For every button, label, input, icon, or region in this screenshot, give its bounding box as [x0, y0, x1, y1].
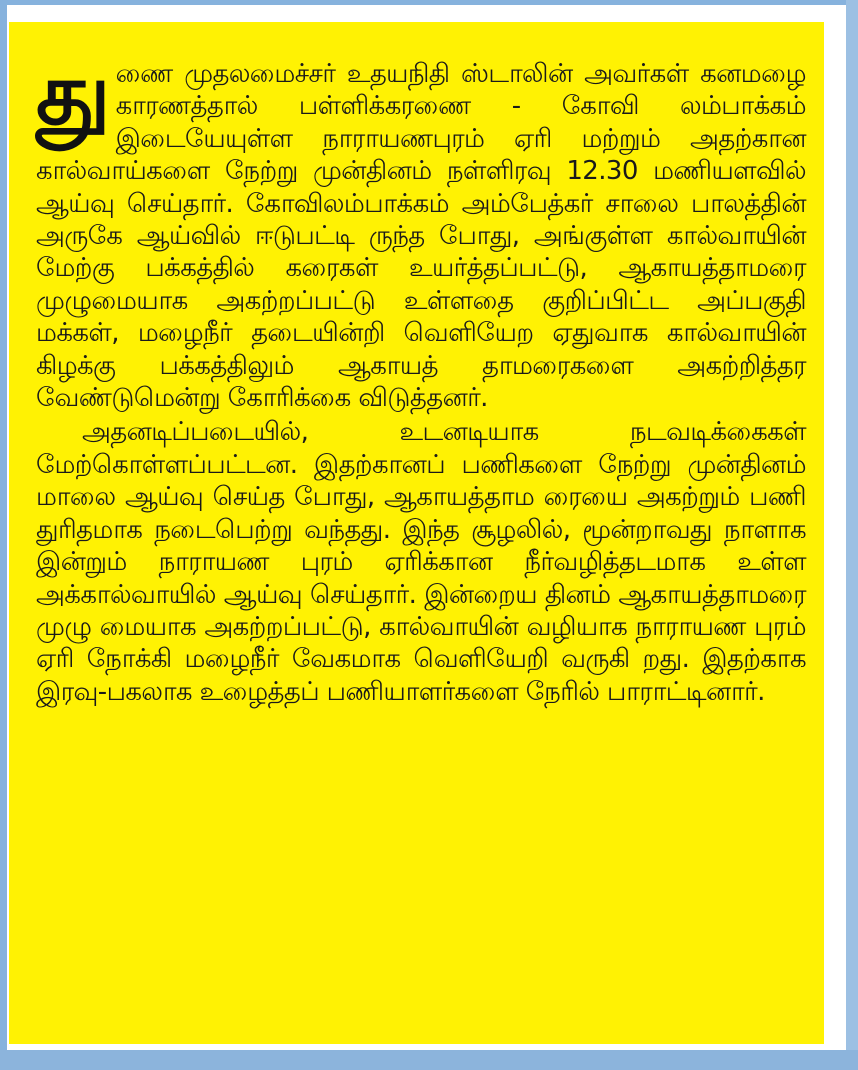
frame-top-border — [0, 0, 858, 5]
drop-cap: து — [36, 44, 108, 144]
paragraph-1-text: ணை முதலமைச்சர் உதயநிதி ஸ்டாலின் அவர்கள் கனமழை காரணத்தால் பள்ளிக்கரணை - கோவி லம்பாக்கம் இடையேயுள்ள நாராயணபுரம் ஏரி மற்றும் அதற்கான கால்வாய்களை நேற்று முன்தினம் நள்ளிரவு 12.30 மணியளவில் ஆய்வு செய்தார். கோவிலம்பாக்கம் அம்பேத்கர் சாலை பாலத்தின் அருகே ஆய்வில் ஈடுபட்டி ருந்த போது, அங்குள்ள கால்வாயின் மேற்கு பக்கத்தில் கரைகள் உயர்த்தப்பட்டு, ஆகாயத்தாமரை முழுமையாக அகற்றப்பட்டு உள்ளதை குறிப்பிட்ட அப்பகுதி மக்கள், மழைநீர் தடையின்றி வெளியேற ஏதுவாக கால்வாயின் கிழக்கு பக்கத்திலும் ஆகாயத் தாமரைகளை அகற்றித்தர வேண்டுமென்று கோரிக்கை விடுத்தனர். — [36, 59, 806, 414]
frame-right-margin — [824, 5, 846, 1050]
news-article — [36, 44, 806, 708]
frame-bottom-border — [0, 1050, 858, 1070]
frame-left-border — [0, 0, 7, 1070]
article-paragraph-1 — [36, 44, 806, 414]
frame-right-border — [846, 0, 858, 1070]
article-paragraph-2: அதனடிப்படையில், உடனடியாக நடவடிக்கைகள் மேற்கொள்ளப்பட்டன. இதற்கானப் பணிகளை நேற்று முன்தினம் மாலை ஆய்வு செய்த போது, ஆகாயத்தாம ரையை அகற்றும் பணி துரிதமாக நடைபெற்று வந்தது. இந்த சூழலில், மூன்றாவது நாளாக இன்றும் நாராயண புரம் ஏரிக்கான நீர்வழித்தடமாக உள்ள அக்கால்வாயில் ஆய்வு செய்தார். இன்றைய தினம் ஆகாயத்தாமரை முழு மையாக அகற்றப்பட்டு, கால்வாயின் வழியாக நாராயண புரம் ஏரி நோக்கி மழைநீர் வேகமாக வெளியேறி வருகி றது. இதற்காக இரவு-பகலாக உழைத்தப் பணியாளர்களை நேரில் பாராட்டினார். — [36, 417, 806, 707]
